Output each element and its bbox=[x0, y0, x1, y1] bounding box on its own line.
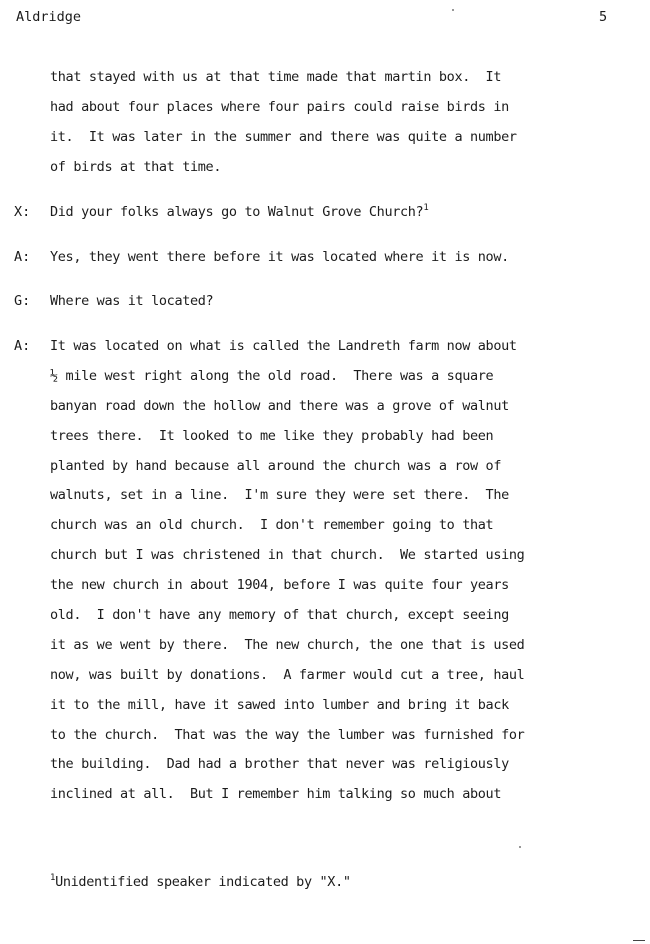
scan-speck bbox=[452, 9, 454, 11]
text-line: it. It was later in the summer and there was quite a number bbox=[50, 128, 517, 145]
text-line: walnuts, set in a line. I'm sure they were set there. The bbox=[50, 487, 509, 504]
footnote-number: 1 bbox=[50, 873, 56, 883]
text-line: trees there. It looked to me like they probably had been bbox=[50, 427, 494, 444]
text-line: Where was it located? bbox=[50, 293, 214, 309]
page-number: 5 bbox=[599, 9, 608, 25]
text-line: Yes, they went there before it was located where it is now. bbox=[50, 249, 509, 265]
paragraph-answer bbox=[50, 249, 610, 279]
text-line: old. I don't have any memory of that church, except seeing bbox=[50, 607, 509, 624]
text-line: it to the mill, have it sawed into lumber and bring it back bbox=[50, 696, 509, 713]
speaker-label: A: bbox=[14, 338, 31, 354]
text-line: church but I was christened in that church. We started using bbox=[50, 547, 525, 564]
text-line: planted by hand because all around the church was a row of bbox=[50, 457, 502, 474]
text-line: of birds at that time. bbox=[50, 158, 222, 175]
text-line: It was located on what is called the Landreth farm now about bbox=[50, 338, 517, 354]
speaker-label: G: bbox=[14, 293, 31, 309]
scan-speck bbox=[519, 846, 521, 848]
text-line: it as we went by there. The new church, the one that is used bbox=[50, 636, 525, 653]
question-text: Did your folks always go to Walnut Grove Church? bbox=[50, 204, 424, 220]
footnote-text: Unidentified speaker indicated by "X." bbox=[55, 874, 351, 890]
text-line: banyan road down the hollow and there was a grove of walnut bbox=[50, 397, 509, 414]
text-line: the new church in about 1904, before I was quite four years bbox=[50, 577, 509, 594]
text-line: to the church. That was the way the lumber was furnished for bbox=[50, 726, 525, 743]
header-name: Aldridge bbox=[16, 9, 82, 25]
scan-edge-mark bbox=[633, 940, 645, 941]
text-line bbox=[50, 204, 610, 234]
text-line: ½ mile west right along the old road. There was a square bbox=[50, 367, 494, 384]
text-line: that stayed with us at that time made that martin box. It bbox=[50, 69, 502, 85]
text-line: church was an old church. I don't remember going to that bbox=[50, 517, 494, 534]
text-line: inclined at all. But I remember him talking so much about bbox=[50, 786, 502, 803]
paragraph-question bbox=[50, 293, 610, 323]
speaker-label: X: bbox=[14, 204, 31, 220]
paragraph-continuation bbox=[50, 69, 610, 189]
text-line: the building. Dad had a brother that never was religiously bbox=[50, 756, 509, 773]
paragraph-answer-long bbox=[50, 338, 610, 816]
footnote-reference: 1 bbox=[423, 203, 429, 213]
speaker-label: A: bbox=[14, 249, 31, 265]
text-line: now, was built by donations. A farmer would cut a tree, haul bbox=[50, 666, 525, 683]
footnote bbox=[50, 874, 351, 890]
text-line: had about four places where four pairs could raise birds in bbox=[50, 98, 509, 115]
paragraph-question bbox=[50, 204, 610, 234]
